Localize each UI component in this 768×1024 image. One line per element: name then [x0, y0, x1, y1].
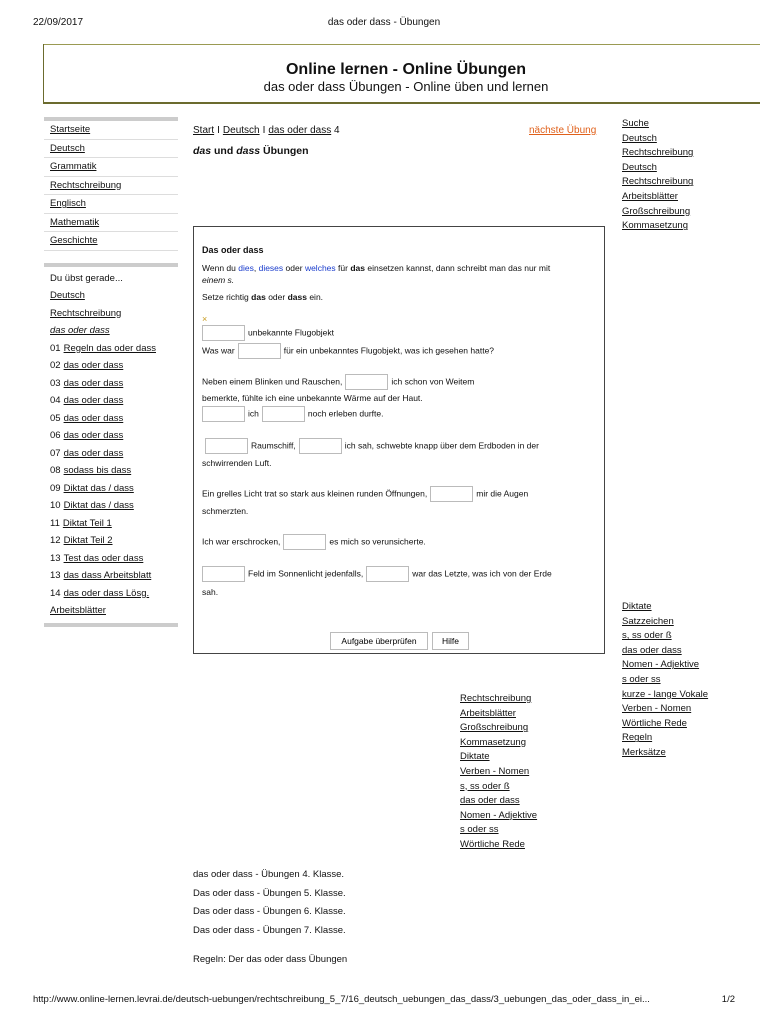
main-menu [44, 121, 178, 267]
center-link[interactable]: das oder dass [460, 795, 520, 807]
exercise-link[interactable]: das oder dass [63, 447, 124, 459]
right-link[interactable]: Merksätze [622, 746, 666, 758]
right-link[interactable]: Großschreibung [622, 205, 691, 217]
exercise-number: 01 [50, 342, 61, 354]
right-link[interactable]: kurze - lange Vokale [622, 688, 709, 700]
header-rule-bottom [43, 102, 760, 104]
right-menu-top [622, 117, 693, 234]
exercise-line: schmerzten. [202, 506, 249, 516]
heading-word: das [193, 145, 212, 157]
answer-input[interactable] [202, 325, 245, 341]
right-link[interactable]: Verben - Nomen [622, 703, 692, 715]
exercise-link[interactable]: Diktat das / dass [63, 482, 134, 494]
right-link-suche[interactable]: Suche [622, 118, 649, 129]
exercise-line: Ein grelles Licht trat so stark aus kleinen runden Öffnungen, mir die Augen [202, 486, 528, 502]
exercise-link[interactable]: Diktat Teil 1 [62, 517, 112, 529]
site-subtitle: das oder dass Übungen - Online üben und lernen [263, 79, 549, 94]
right-link[interactable]: Wörtliche Rede [622, 717, 687, 729]
current-rechtschreibung[interactable]: Rechtschreibung [50, 307, 122, 319]
breadcrumb-number: 4 [333, 125, 340, 136]
answer-input[interactable] [202, 566, 245, 582]
exercise-link[interactable]: das oder dass [63, 395, 124, 406]
print-date: 22/09/2017 [33, 17, 84, 28]
right-link[interactable]: Deutsch [622, 161, 657, 173]
right-link[interactable]: Arbeitsblätter [622, 190, 678, 202]
grade-item: Das oder dass - Übungen 7. Klasse. [193, 924, 346, 936]
nav-rechtschreibung[interactable]: Rechtschreibung [50, 179, 122, 191]
exercise-line: unbekannte Flugobjekt [202, 325, 334, 341]
exercise-number: 13 [50, 552, 61, 564]
answer-input[interactable] [430, 486, 473, 502]
exercise-line: schwirrenden Luft. [202, 458, 272, 468]
exercise-link[interactable]: das oder dass [63, 377, 124, 389]
close-icon: × [202, 314, 208, 324]
center-link[interactable]: Rechtschreibung [460, 693, 532, 704]
exercise-number: 10 [50, 500, 61, 511]
right-link[interactable]: Satzzeichen [622, 615, 674, 627]
heading-word: und [214, 145, 234, 157]
center-link[interactable]: Wörtliche Rede [460, 838, 525, 850]
right-link[interactable]: Deutsch [622, 132, 657, 144]
exercise-number: 02 [50, 360, 61, 371]
exercise-number: 08 [50, 465, 61, 476]
page-heading [193, 145, 309, 157]
nav-mathematik[interactable]: Mathematik [50, 216, 100, 228]
print-page-number: 1/2 [721, 994, 735, 1005]
center-link[interactable]: Kommasetzung [460, 736, 527, 748]
right-link[interactable]: s oder ss [622, 673, 661, 685]
nav-grammatik[interactable]: Grammatik [50, 161, 97, 172]
answer-input[interactable] [283, 534, 326, 550]
breadcrumb-deutsch[interactable]: Deutsch [222, 125, 260, 136]
current-das-oder-dass[interactable]: das oder dass [50, 325, 110, 336]
right-link[interactable]: Rechtschreibung [622, 176, 694, 188]
exercise-link[interactable]: Regeln das oder dass [63, 342, 156, 354]
answer-input[interactable] [366, 566, 409, 582]
header-rule-top [43, 44, 760, 45]
exercise-intro: Wenn du dies, dieses oder welches für das einsetzen kannst, dann schreibt man das nur mit einem s. [202, 263, 551, 285]
exercise-number: 06 [50, 430, 61, 441]
exercise-line: bemerkte, fühlte ich eine unbekannte Wärme auf der Haut. [202, 393, 423, 403]
exercise-link[interactable]: Diktat das / dass [63, 500, 134, 511]
exercise-instruction: Setze richtig das oder dass ein. [202, 292, 324, 302]
answer-input[interactable] [205, 438, 248, 454]
exercise-link[interactable]: das oder dass [63, 360, 124, 371]
grade-item: Das oder dass - Übungen 5. Klasse. [193, 887, 346, 899]
breadcrumb-das-oder-dass[interactable]: das oder dass [268, 125, 332, 136]
exercise-number: 07 [50, 447, 61, 459]
center-link[interactable]: s, ss oder ß [460, 780, 510, 792]
grade-item: das oder dass - Übungen 4. Klasse. [193, 869, 345, 880]
center-link[interactable]: Diktate [460, 751, 490, 763]
right-link[interactable]: Nomen - Adjektive [622, 659, 700, 671]
grade-list [193, 866, 346, 940]
answer-input[interactable] [202, 406, 245, 422]
center-link[interactable]: Verben - Nomen [460, 765, 530, 777]
exercise-number: 05 [50, 412, 61, 424]
help-button[interactable]: Hilfe [432, 632, 469, 650]
exercise-line: ich noch erleben durfte. [202, 406, 383, 422]
breadcrumb-separator: I [262, 125, 266, 136]
exercise-number: 12 [50, 535, 61, 546]
grade-item: Das oder dass - Übungen 6. Klasse. [193, 906, 346, 918]
heading-word: dass [236, 145, 261, 157]
answer-input[interactable] [238, 343, 281, 359]
right-link[interactable]: Diktate [622, 601, 652, 612]
print-url: http://www.online-lernen.levrai.de/deutsch-uebungen/rechtschreibung_5_7/16_deutsch_uebungen_das_dass/3_uebungen_das_oder_dass_in_ei... [33, 994, 650, 1005]
exercise-link[interactable]: Test das oder dass [63, 552, 144, 564]
center-menu [460, 692, 537, 853]
exercise-number: 11 [50, 517, 60, 529]
breadcrumb [193, 125, 340, 136]
exercise-link[interactable]: das dass Arbeitsblatt [63, 570, 152, 581]
exercise-line: Raumschiff, ich sah, schwebte knapp über dem Erdboden in der [205, 438, 539, 454]
nav-geschichte[interactable]: Geschichte [50, 235, 98, 246]
breadcrumb-separator: I [217, 125, 220, 136]
print-title: das oder dass - Übungen [327, 17, 441, 28]
right-menu-bottom [622, 600, 708, 761]
rules-text: Regeln: Der das oder dass Übungen [193, 954, 348, 965]
right-link[interactable]: Kommasetzung [622, 220, 689, 232]
heading-word: Übungen [263, 145, 309, 157]
exercise-number: 09 [50, 482, 61, 494]
current-section [44, 267, 178, 627]
exercise-number: 13 [50, 570, 61, 581]
exercise-line: Neben einem Blinken und Rauschen, ich schon von Weitem [202, 374, 474, 390]
right-link[interactable]: Regeln [622, 732, 653, 744]
nav-startseite[interactable]: Startseite [50, 124, 91, 135]
answer-input[interactable] [262, 406, 305, 422]
check-answers-button[interactable]: Aufgabe überprüfen [330, 632, 428, 650]
exercise-number: 04 [50, 395, 61, 406]
breadcrumb-start[interactable]: Start [193, 125, 215, 136]
nav-deutsch[interactable]: Deutsch [50, 142, 85, 154]
center-link[interactable]: Großschreibung [460, 722, 529, 734]
exercise-line: Ich war erschrocken, es mich so verunsicherte. [202, 534, 426, 550]
exercise-line: Feld im Sonnenlicht jedenfalls, war das Letzte, was ich von der Erde [202, 566, 552, 582]
exercise-link[interactable]: das oder dass [63, 412, 124, 424]
center-link[interactable]: s oder ss [460, 824, 499, 836]
center-link[interactable]: Nomen - Adjektive [460, 809, 538, 821]
exercise-line: Was war für ein unbekanntes Flugobjekt, was ich gesehen hatte? [202, 343, 494, 359]
nav-arbeitsblaetter[interactable]: Arbeitsblätter [50, 605, 106, 616]
exercise-title: Das oder dass [202, 245, 264, 255]
left-navigation [44, 117, 178, 627]
site-title: Online lernen - Online Übungen [285, 61, 526, 78]
exercise-number: 14 [50, 587, 61, 599]
exercise-number: 03 [50, 377, 61, 389]
answer-input[interactable] [345, 374, 388, 390]
exercise-link[interactable]: sodass bis dass [63, 465, 132, 476]
center-link[interactable]: Arbeitsblätter [460, 707, 516, 719]
current-deutsch[interactable]: Deutsch [50, 290, 85, 301]
exercise-link[interactable]: Diktat Teil 2 [63, 535, 113, 546]
exercise-line: sah. [202, 587, 219, 597]
next-exercise-link[interactable]: nächste Übung [529, 125, 597, 136]
exercise-box [193, 226, 605, 654]
nav-englisch[interactable]: Englisch [50, 198, 86, 209]
current-label: Du übst gerade... [50, 272, 123, 284]
right-link[interactable]: s, ss oder ß [622, 630, 672, 642]
exercise-link[interactable]: das oder dass Lösg. [63, 587, 150, 599]
exercise-link[interactable]: das oder dass [63, 430, 124, 441]
right-link[interactable]: Rechtschreibung [622, 147, 694, 159]
answer-input[interactable] [299, 438, 342, 454]
right-link[interactable]: das oder dass [622, 644, 682, 656]
